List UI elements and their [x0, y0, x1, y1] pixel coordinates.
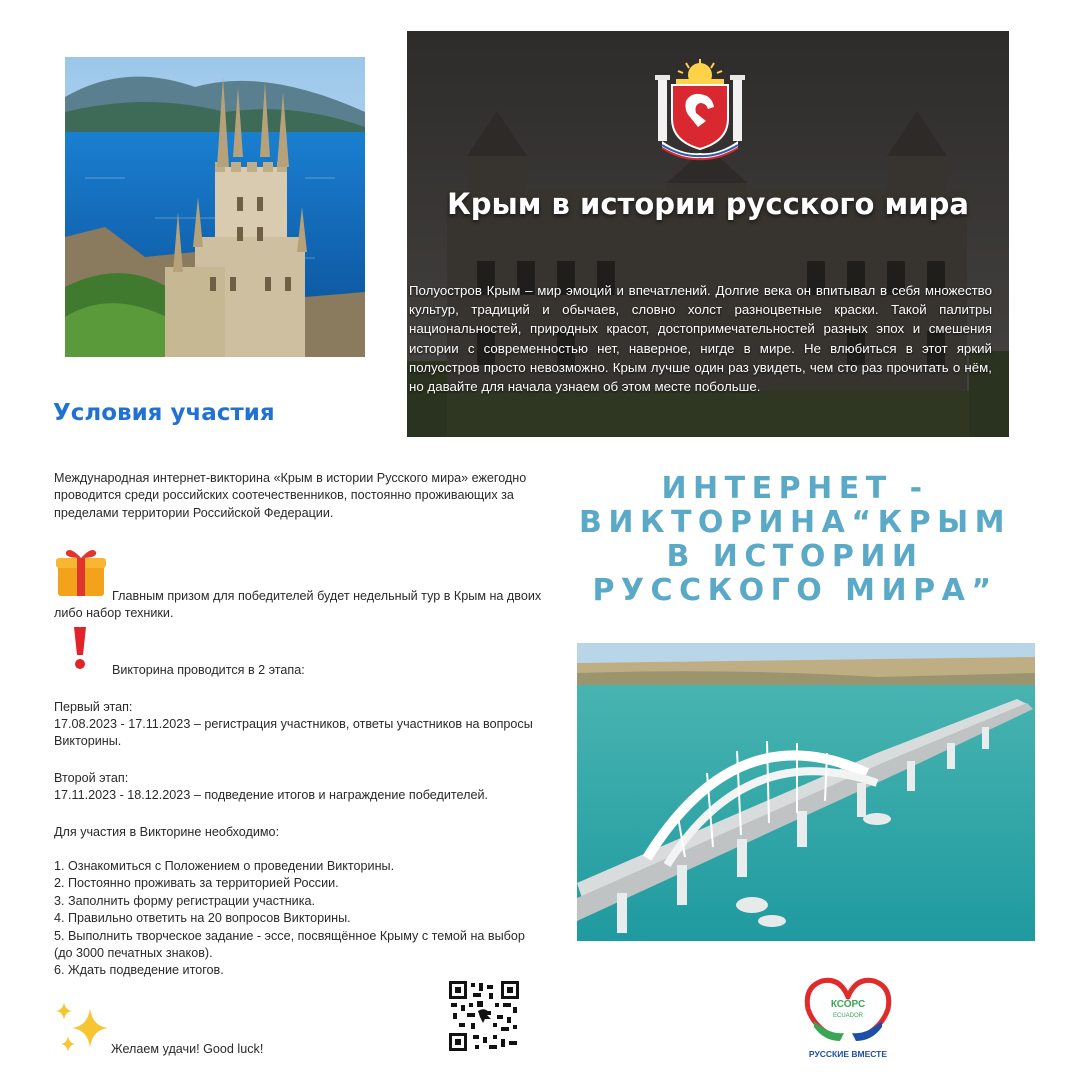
list-item: 1. Ознакомиться с Положением о проведении Викторины.: [54, 859, 395, 873]
stage2-text: 17.11.2023 - 18.12.2023 – подведение итогов и награждение победителей.: [54, 788, 488, 802]
conditions-intro: Международная интернет-викторина «Крым в истории Русского мира» ежегодно проводится среди российских соотечественников, постоянно проживающих за пределами территории Российской Федерации.: [54, 471, 527, 520]
logo-caption: РУССКИЕ ВМЕСТЕ: [808, 1049, 888, 1059]
prize-text: [54, 588, 544, 623]
swallows-nest-photo: [65, 57, 365, 357]
crimea-emblem-icon: [652, 57, 748, 161]
requirements-heading: Для участия в Викторине необходимо:: [54, 825, 280, 839]
requirements-list: [54, 858, 534, 980]
list-item: 2. Постоянно проживать за территорией России.: [54, 876, 339, 891]
quiz-title: ИНТЕРНЕТ - ВИКТОРИНА“КРЫМ В ИСТОРИИ РУССКОГО МИРА”: [578, 471, 1012, 608]
stages-text: Викторина проводится в 2 этапа:: [112, 663, 305, 677]
prize-label: Главным призом для победителей будет недельный тур в Крым на двоих либо набор техники.: [54, 589, 542, 621]
list-item: 4. Правильно ответить на 20 вопросов Викторины.: [54, 911, 351, 926]
conditions-heading: Условия участия: [53, 400, 275, 426]
hero-title: Крым в истории русского мира: [447, 187, 969, 221]
list-item: 5. Выполнить творческое задание - эссе, посвящённое Крыму с темой на выбор (до 3000 печатных знаков).: [54, 928, 525, 961]
crimean-bridge-photo: [577, 643, 1035, 941]
list-item: 3. Заполнить форму регистрации участника.: [54, 893, 315, 908]
stage1-text: 17.08.2023 - 17.11.2023 – регистрация участников, ответы участников на вопросы Викторины.: [54, 717, 533, 749]
exclamation-icon: [70, 625, 90, 671]
sparkles-icon: [54, 1000, 110, 1056]
logo-org: КСОРС: [830, 999, 866, 1010]
stage1-label: Первый этап:: [54, 700, 133, 714]
good-luck-text: Желаем удачи! Good luck!: [111, 1042, 264, 1056]
hero-banner: [407, 31, 1009, 437]
list-item: 6. Ждать подведение итогов.: [54, 963, 224, 978]
hero-description: Полуостров Крым – мир эмоций и впечатлений. Долгие века он впитывал в себя множество культур, традиций и обычаев, словно холст разноцветные краски. Такой палитры национальностей, природных красот, достопримечательностей разных эпох и смешения истории с современностью нет, наверное, нигде в мире. Не влюбиться в этот яркий полуостров просто невозможно. Крым лучше один раз увидеть, чем сто раз прочитать о нём, но давайте для начала узнаем об этом месте побольше.: [409, 283, 992, 395]
ksors-ecuador-logo: [800, 975, 896, 1063]
qr-code[interactable]: [447, 979, 521, 1053]
stage2-label: Второй этап:: [54, 771, 129, 785]
logo-country: ECUADOR: [832, 1013, 864, 1019]
